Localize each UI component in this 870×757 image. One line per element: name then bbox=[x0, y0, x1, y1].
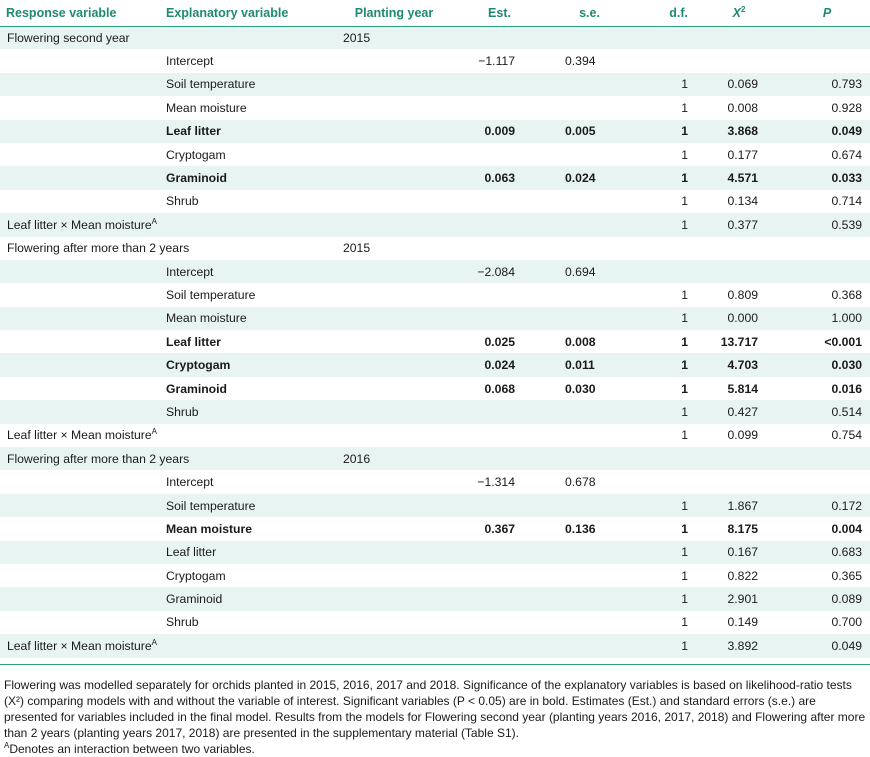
table-row bbox=[0, 166, 870, 189]
planting-year-cell bbox=[336, 120, 452, 143]
chi-square-cell bbox=[694, 49, 784, 72]
estimate-cell bbox=[452, 564, 547, 587]
chi-square-cell: 0.809 bbox=[727, 287, 758, 302]
table-row bbox=[0, 26, 870, 49]
response-variable-cell bbox=[0, 330, 160, 353]
response-variable-cell bbox=[0, 587, 160, 610]
chi-square-cell bbox=[694, 237, 784, 260]
df-cell: 1 bbox=[681, 171, 688, 186]
chi-square-cell: 0.008 bbox=[727, 100, 758, 115]
planting-year-cell bbox=[336, 213, 452, 236]
chi-square-cell: 2.901 bbox=[727, 592, 758, 607]
table-row bbox=[0, 260, 870, 283]
p-value-cell bbox=[784, 26, 870, 49]
interaction-footnote-marker: A bbox=[151, 427, 157, 437]
standard-error-cell bbox=[547, 237, 632, 260]
planting-year-cell bbox=[336, 494, 452, 517]
p-value-cell: 0.049 bbox=[831, 638, 862, 653]
planting-year-cell bbox=[336, 517, 452, 540]
explanatory-variable-cell: Leaf litter bbox=[166, 545, 217, 560]
standard-error-cell: 0.011 bbox=[565, 358, 595, 373]
df-cell: 1 bbox=[681, 194, 688, 209]
chi-square-cell: 3.868 bbox=[727, 124, 758, 139]
response-variable-cell bbox=[0, 307, 160, 330]
df-cell: 1 bbox=[681, 498, 688, 513]
standard-error-cell: 0.024 bbox=[565, 171, 596, 186]
standard-error-cell bbox=[547, 213, 632, 236]
interaction-label: Leaf litter × Mean moisture bbox=[7, 217, 152, 232]
p-value-cell: 0.016 bbox=[831, 381, 862, 396]
response-variable-cell bbox=[0, 260, 160, 283]
response-variable-cell bbox=[0, 49, 160, 72]
explanatory-variable-cell: Soil temperature bbox=[166, 498, 256, 513]
df-cell: 1 bbox=[681, 100, 688, 115]
standard-error-cell: 0.678 bbox=[565, 475, 596, 490]
p-value-cell bbox=[784, 470, 870, 493]
p-value-cell: 0.004 bbox=[831, 521, 862, 536]
planting-year-cell bbox=[336, 96, 452, 119]
standard-error-cell bbox=[547, 96, 632, 119]
table-row bbox=[0, 447, 870, 470]
estimate-cell: 0.024 bbox=[484, 358, 515, 373]
df-cell: 1 bbox=[681, 77, 688, 92]
table-row bbox=[0, 237, 870, 260]
header-p-value bbox=[784, 0, 870, 26]
p-value-cell: 0.030 bbox=[831, 358, 862, 373]
response-variable-cell: Flowering after more than 2 years bbox=[7, 241, 190, 256]
planting-year-cell bbox=[336, 166, 452, 189]
table-row bbox=[0, 400, 870, 423]
header-planting-year: Planting year bbox=[336, 0, 452, 26]
chi-square-cell: 0.377 bbox=[727, 217, 758, 232]
chi-square-cell: 0.134 bbox=[727, 194, 758, 209]
p-value-cell: 0.928 bbox=[831, 100, 862, 115]
response-variable-cell: Flowering second year bbox=[7, 30, 130, 45]
standard-error-cell bbox=[547, 143, 632, 166]
header-standard-error: s.e. bbox=[547, 0, 632, 26]
table-row bbox=[0, 143, 870, 166]
standard-error-cell: 0.005 bbox=[565, 124, 596, 139]
table-row bbox=[0, 470, 870, 493]
estimate-cell bbox=[452, 494, 547, 517]
estimate-cell bbox=[452, 283, 547, 306]
estimate-cell bbox=[452, 400, 547, 423]
response-variable-cell bbox=[0, 166, 160, 189]
estimate-cell bbox=[452, 587, 547, 610]
table-row bbox=[0, 377, 870, 400]
planting-year-cell bbox=[336, 283, 452, 306]
df-cell: 1 bbox=[681, 428, 688, 443]
interaction-footnote-marker: A bbox=[151, 637, 157, 647]
estimate-cell: 0.025 bbox=[484, 334, 515, 349]
estimate-cell bbox=[452, 447, 547, 470]
planting-year-cell bbox=[336, 400, 452, 423]
estimate-cell: −1.117 bbox=[478, 54, 515, 69]
df-cell: 1 bbox=[681, 358, 688, 373]
response-variable-cell bbox=[0, 190, 160, 213]
chi-square-cell: 3.892 bbox=[727, 638, 758, 653]
standard-error-cell bbox=[547, 283, 632, 306]
p-value-cell: 0.700 bbox=[831, 615, 862, 630]
estimate-cell bbox=[452, 424, 547, 447]
standard-error-cell bbox=[547, 611, 632, 634]
estimate-cell: −2.084 bbox=[477, 264, 515, 279]
estimate-cell bbox=[452, 143, 547, 166]
p-value-cell: 0.714 bbox=[831, 194, 862, 209]
table-row bbox=[0, 330, 870, 353]
df-cell: 1 bbox=[681, 334, 688, 349]
p-value-cell: 0.514 bbox=[831, 404, 862, 419]
table-row bbox=[0, 494, 870, 517]
table-row bbox=[0, 190, 870, 213]
explanatory-variable-cell: Cryptogam bbox=[166, 358, 231, 373]
response-variable-cell bbox=[0, 96, 160, 119]
footnote-marker: A bbox=[4, 740, 10, 750]
standard-error-cell bbox=[547, 447, 632, 470]
table-header bbox=[0, 0, 870, 26]
response-variable-cell bbox=[0, 517, 160, 540]
estimate-cell bbox=[452, 307, 547, 330]
response-variable-cell bbox=[0, 73, 160, 96]
response-variable-cell bbox=[0, 611, 160, 634]
df-cell: 1 bbox=[681, 311, 688, 326]
interaction-cell bbox=[0, 213, 336, 236]
planting-year-cell bbox=[336, 73, 452, 96]
interaction-cell bbox=[0, 424, 336, 447]
df-cell: 1 bbox=[681, 287, 688, 302]
explanatory-variable-cell: Graminoid bbox=[166, 381, 227, 396]
standard-error-cell: 0.694 bbox=[565, 264, 596, 279]
explanatory-variable-cell: Mean moisture bbox=[166, 100, 247, 115]
p-value-cell: 0.368 bbox=[831, 287, 862, 302]
chi-square-cell: 5.814 bbox=[727, 381, 758, 396]
estimate-cell bbox=[452, 213, 547, 236]
df-cell bbox=[632, 237, 694, 260]
p-value-cell: 1.000 bbox=[831, 311, 862, 326]
response-variable-cell bbox=[0, 377, 160, 400]
explanatory-variable-cell: Intercept bbox=[166, 54, 214, 69]
planting-year-cell bbox=[336, 470, 452, 493]
chi-square-cell: 0.167 bbox=[727, 545, 758, 560]
planting-year-cell bbox=[336, 541, 452, 564]
planting-year-cell bbox=[336, 377, 452, 400]
table-row bbox=[0, 283, 870, 306]
p-value-cell: 0.674 bbox=[831, 147, 862, 162]
standard-error-cell bbox=[547, 73, 632, 96]
response-variable-cell bbox=[0, 120, 160, 143]
planting-year-cell bbox=[336, 611, 452, 634]
header-degrees-of-freedom: d.f. bbox=[632, 0, 694, 26]
standard-error-cell bbox=[547, 541, 632, 564]
planting-year-cell bbox=[336, 49, 452, 72]
p-value-cell: 0.793 bbox=[831, 77, 862, 92]
response-variable-cell bbox=[0, 564, 160, 587]
response-variable-cell bbox=[0, 283, 160, 306]
estimate-cell bbox=[452, 96, 547, 119]
estimate-cell: 0.063 bbox=[484, 171, 515, 186]
df-cell: 1 bbox=[681, 217, 688, 232]
standard-error-cell bbox=[547, 26, 632, 49]
interaction-label: Leaf litter × Mean moisture bbox=[7, 638, 152, 653]
standard-error-cell: 0.008 bbox=[565, 334, 596, 349]
explanatory-variable-cell: Soil temperature bbox=[166, 287, 256, 302]
p-value-cell bbox=[784, 447, 870, 470]
df-cell: 1 bbox=[681, 124, 688, 139]
table-row bbox=[0, 49, 870, 72]
estimate-cell bbox=[452, 26, 547, 49]
standard-error-cell: 0.136 bbox=[565, 521, 596, 536]
df-cell bbox=[632, 26, 694, 49]
chi-square-cell: 0.069 bbox=[727, 77, 758, 92]
explanatory-variable-cell: Cryptogam bbox=[166, 568, 226, 583]
df-cell: 1 bbox=[681, 638, 688, 653]
p-value-cell: 0.172 bbox=[831, 498, 862, 513]
estimate-cell bbox=[452, 190, 547, 213]
planting-year-cell bbox=[336, 330, 452, 353]
response-variable-cell: Flowering after more than 2 years bbox=[7, 451, 190, 466]
header-explanatory-variable: Explanatory variable bbox=[160, 0, 336, 26]
estimate-cell bbox=[452, 541, 547, 564]
chi-superscript: 2 bbox=[740, 4, 746, 14]
header-estimate: Est. bbox=[452, 0, 547, 26]
standard-error-cell bbox=[547, 494, 632, 517]
table-row bbox=[0, 517, 870, 540]
standard-error-cell bbox=[547, 424, 632, 447]
planting-year-cell bbox=[336, 634, 452, 657]
standard-error-cell bbox=[547, 564, 632, 587]
estimate-cell bbox=[452, 73, 547, 96]
notes-footnote bbox=[4, 741, 866, 757]
table-body bbox=[0, 26, 870, 658]
p-value-cell bbox=[784, 260, 870, 283]
df-cell: 1 bbox=[681, 592, 688, 607]
chi-square-cell: 1.867 bbox=[727, 498, 758, 513]
table-row bbox=[0, 587, 870, 610]
p-value-cell: 0.539 bbox=[831, 217, 862, 232]
planting-year-cell bbox=[336, 260, 452, 283]
table-row bbox=[0, 634, 870, 657]
df-cell bbox=[632, 260, 694, 283]
p-value-cell bbox=[784, 237, 870, 260]
p-value-cell: 0.683 bbox=[831, 545, 862, 560]
p-value-cell: 0.033 bbox=[831, 171, 862, 186]
table-row bbox=[0, 353, 870, 376]
chi-square-cell: 0.177 bbox=[727, 147, 758, 162]
explanatory-variable-cell: Graminoid bbox=[166, 592, 223, 607]
p-value-cell: 0.754 bbox=[831, 428, 862, 443]
p-value-cell: 0.365 bbox=[831, 568, 862, 583]
df-cell bbox=[632, 470, 694, 493]
standard-error-cell: 0.394 bbox=[565, 54, 596, 69]
explanatory-variable-cell: Leaf litter bbox=[166, 124, 221, 139]
planting-year-cell bbox=[336, 190, 452, 213]
chi-square-cell bbox=[694, 26, 784, 49]
explanatory-variable-cell: Leaf litter bbox=[166, 334, 221, 349]
response-variable-cell bbox=[0, 400, 160, 423]
explanatory-variable-cell: Mean moisture bbox=[166, 521, 253, 536]
estimate-cell: 0.367 bbox=[484, 521, 515, 536]
estimate-cell: 0.068 bbox=[484, 381, 515, 396]
planting-year-cell bbox=[336, 564, 452, 587]
table-row bbox=[0, 564, 870, 587]
estimate-cell bbox=[452, 611, 547, 634]
chi-square-cell bbox=[694, 447, 784, 470]
table-row bbox=[0, 120, 870, 143]
estimate-cell: −1.314 bbox=[477, 475, 515, 490]
standard-error-cell bbox=[547, 634, 632, 657]
response-variable-cell bbox=[0, 143, 160, 166]
table-row bbox=[0, 96, 870, 119]
df-cell: 1 bbox=[681, 568, 688, 583]
explanatory-variable-cell: Shrub bbox=[166, 615, 199, 630]
standard-error-cell bbox=[547, 307, 632, 330]
p-value-cell bbox=[784, 49, 870, 72]
planting-year-cell bbox=[336, 143, 452, 166]
footnote-text: Denotes an interaction between two variables. bbox=[9, 741, 255, 756]
table-row bbox=[0, 213, 870, 236]
table-row bbox=[0, 611, 870, 634]
chi-square-cell bbox=[694, 470, 784, 493]
p-value-cell: 0.049 bbox=[831, 124, 862, 139]
planting-year-cell bbox=[336, 424, 452, 447]
planting-year-cell: 2015 bbox=[343, 30, 371, 45]
explanatory-variable-cell: Intercept bbox=[166, 264, 214, 279]
df-cell: 1 bbox=[681, 404, 688, 419]
planting-year-cell bbox=[336, 307, 452, 330]
planting-year-cell: 2015 bbox=[343, 241, 371, 256]
chi-square-cell: 0.822 bbox=[727, 568, 758, 583]
explanatory-variable-cell: Graminoid bbox=[166, 171, 227, 186]
standard-error-cell bbox=[547, 587, 632, 610]
df-cell: 1 bbox=[681, 381, 688, 396]
df-cell bbox=[632, 447, 694, 470]
response-variable-cell bbox=[0, 470, 160, 493]
df-cell: 1 bbox=[681, 147, 688, 162]
chi-square-cell: 4.703 bbox=[727, 358, 758, 373]
explanatory-variable-cell: Shrub bbox=[166, 404, 199, 419]
chi-square-cell: 0.000 bbox=[727, 311, 758, 326]
chi-symbol: X bbox=[732, 5, 741, 20]
interaction-footnote-marker: A bbox=[151, 216, 157, 226]
chi-square-cell bbox=[694, 260, 784, 283]
planting-year-cell bbox=[336, 353, 452, 376]
table-row bbox=[0, 73, 870, 96]
explanatory-variable-cell: Mean moisture bbox=[166, 311, 247, 326]
standard-error-cell bbox=[547, 190, 632, 213]
p-symbol: P bbox=[822, 5, 832, 20]
explanatory-variable-cell: Intercept bbox=[166, 475, 214, 490]
chi-square-cell: 0.099 bbox=[727, 428, 758, 443]
table-row bbox=[0, 541, 870, 564]
chi-square-cell: 13.717 bbox=[720, 334, 758, 349]
df-cell: 1 bbox=[681, 615, 688, 630]
explanatory-variable-cell bbox=[160, 26, 336, 49]
notes-main: Flowering was modelled separately for orchids planted in 2015, 2016, 2017 and 2018. Significance of the explanatory variables is based on likelihood-ratio tests (X²) comparing models with and without the variable of interest. Significant variables (P < 0.05) are in bold. Estimates (Est.) and standard errors (s.e.) are presented for variables included in the final model. Results from the models for Flowering second year (planting years 2016, 2017, 2018) and Flowering after more than 2 years (planting years 2017, 2018) are presented in the supplementary material (Table S1). bbox=[4, 677, 866, 740]
explanatory-variable-cell: Shrub bbox=[166, 194, 199, 209]
estimate-cell: 0.009 bbox=[484, 124, 515, 139]
planting-year-cell bbox=[336, 587, 452, 610]
table-row bbox=[0, 424, 870, 447]
explanatory-variable-cell: Cryptogam bbox=[166, 147, 226, 162]
header-chi-square bbox=[694, 0, 784, 26]
estimate-cell bbox=[452, 634, 547, 657]
df-cell: 1 bbox=[681, 521, 688, 536]
response-variable-cell bbox=[0, 353, 160, 376]
p-value-cell: 0.089 bbox=[831, 592, 862, 607]
header-response-variable: Response variable bbox=[0, 0, 160, 26]
chi-square-cell: 8.175 bbox=[727, 521, 758, 536]
response-variable-cell bbox=[0, 494, 160, 517]
standard-error-cell: 0.030 bbox=[565, 381, 596, 396]
planting-year-cell: 2016 bbox=[343, 451, 371, 466]
table-notes bbox=[0, 664, 870, 757]
df-cell bbox=[632, 49, 694, 72]
interaction-label: Leaf litter × Mean moisture bbox=[7, 428, 152, 443]
explanatory-variable-cell: Soil temperature bbox=[166, 77, 256, 92]
standard-error-cell bbox=[547, 400, 632, 423]
df-cell: 1 bbox=[681, 545, 688, 560]
chi-square-cell: 0.149 bbox=[727, 615, 758, 630]
interaction-cell bbox=[0, 634, 336, 657]
p-value-cell: <0.001 bbox=[824, 334, 862, 349]
response-variable-cell bbox=[0, 541, 160, 564]
chi-square-cell: 4.571 bbox=[727, 171, 758, 186]
estimate-cell bbox=[452, 237, 547, 260]
table-row bbox=[0, 307, 870, 330]
chi-square-cell: 0.427 bbox=[727, 404, 758, 419]
